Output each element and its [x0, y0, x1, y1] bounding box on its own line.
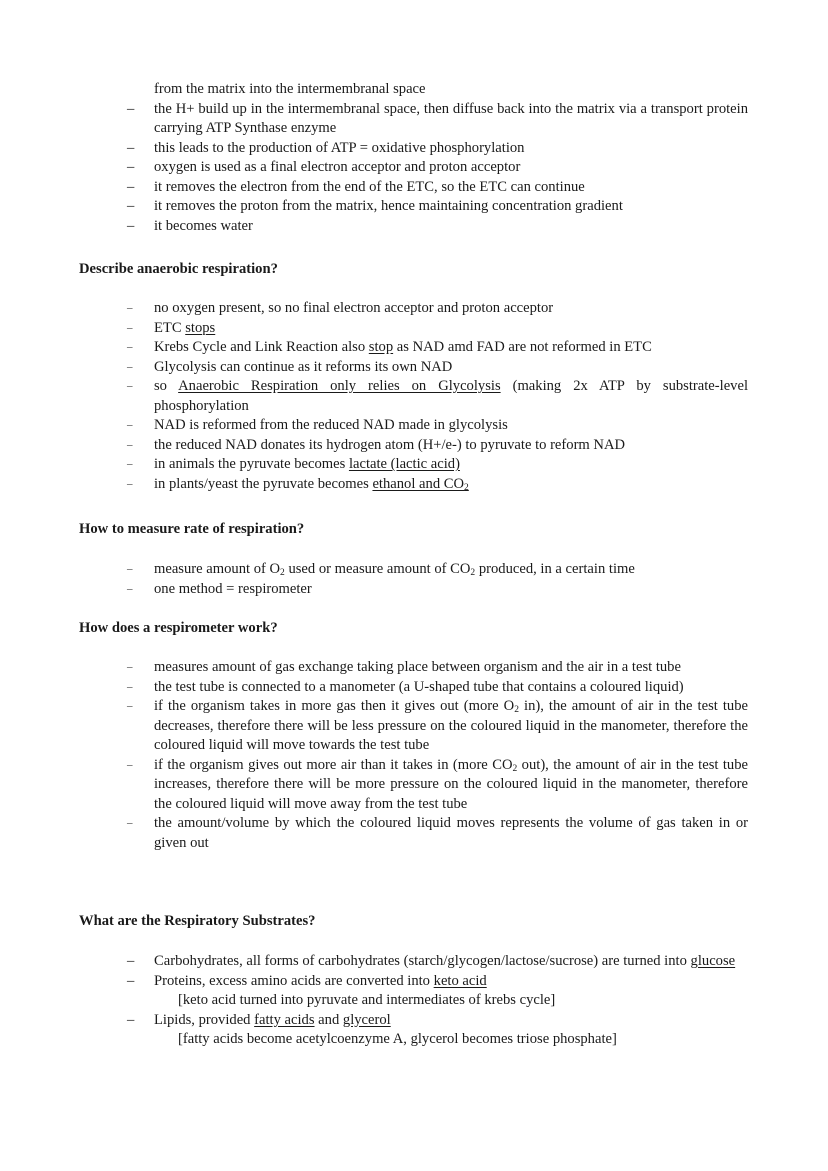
respirometer-heading: How does a respirometer work?	[79, 620, 278, 636]
underlined-term: glucose	[690, 953, 736, 969]
subscript: 2	[280, 568, 285, 578]
item-text: if the organism takes in more gas then it gives out (more O	[154, 698, 515, 714]
dash-bullet-icon	[127, 560, 139, 580]
dash-bullet-icon	[127, 377, 139, 397]
respirometer-list	[0, 658, 828, 853]
list-item	[0, 697, 748, 756]
item-text: this leads to the production of ATP = oxidative phosphorylation	[154, 139, 525, 156]
list-item	[0, 217, 748, 237]
anaerobic-list	[0, 299, 828, 494]
item-text: if the organism gives out more air than it takes in (more CO	[154, 756, 513, 773]
list-item	[0, 814, 748, 853]
list-item	[0, 658, 748, 678]
item-text: used or measure amount of CO	[284, 561, 471, 577]
dash-bullet-icon	[127, 756, 139, 776]
underlined-term: stops	[185, 319, 216, 336]
list-item	[0, 197, 748, 217]
dash-bullet-icon	[127, 197, 139, 217]
item-text: no oxygen present, so no final electron acceptor and proton acceptor	[154, 300, 554, 316]
list-item	[0, 158, 748, 178]
dash-bullet-icon	[127, 814, 139, 834]
list-item	[0, 377, 748, 416]
list-item	[0, 80, 748, 100]
dash-bullet-icon	[127, 178, 139, 198]
measure-list	[0, 560, 828, 599]
item-text: out), the amount of air in the test tube increases, therefore there will be more pressure on the coloured liquid in the manometer, therefore the coloured liquid will move away from the test tube	[154, 756, 748, 812]
subscript: 2	[512, 763, 518, 774]
subscript: 2	[464, 482, 469, 493]
dash-bullet-icon	[127, 158, 139, 178]
item-text: so	[154, 378, 179, 394]
item-text: Lipids, provided	[154, 1011, 255, 1028]
underlined-term: keto acid	[433, 972, 487, 989]
measure-heading: How to measure rate of respiration?	[79, 521, 305, 537]
list-item	[0, 972, 748, 992]
list-item	[0, 1011, 748, 1031]
dash-bullet-icon	[127, 338, 139, 358]
list-item	[0, 952, 748, 972]
item-text: Glycolysis can continue as it reforms its own NAD	[154, 358, 453, 375]
dash-bullet-icon	[127, 455, 139, 475]
subscript: 2	[470, 568, 476, 578]
list-item	[0, 436, 748, 456]
etc-notes-list	[0, 80, 828, 236]
dash-bullet-icon	[127, 1011, 139, 1031]
item-text: the amount/volume by which the coloured liquid moves represents the volume of gas taken in or given out	[154, 815, 748, 851]
dash-bullet-icon	[127, 299, 139, 319]
item-text: the H+ build up in the intermembranal space, then diffuse back into the matrix via a transport protein carrying ATP Synthase enzyme	[154, 100, 748, 136]
term-text: ethanol and CO	[372, 475, 465, 492]
underlined-term: lactate (lactic acid)	[348, 456, 460, 472]
dash-bullet-icon	[127, 358, 139, 378]
item-text: Krebs Cycle and Link Reaction also	[154, 339, 369, 355]
list-item	[0, 299, 748, 319]
subscript: 2	[514, 705, 519, 715]
dash-bullet-icon	[127, 678, 139, 698]
continuation-text: from the matrix into the intermembranal space	[154, 81, 426, 97]
dash-bullet-icon	[127, 972, 139, 992]
list-item	[0, 416, 748, 436]
dash-bullet-icon	[127, 319, 139, 339]
item-text: in), the amount of air in the test tube decreases, therefore there will be less pressure on the coloured liquid in the manometer, therefore the coloured liquid will move towards the test tube	[154, 698, 748, 753]
dash-bullet-icon	[127, 416, 139, 436]
dash-bullet-icon	[127, 658, 139, 678]
item-text: as NAD amd FAD are not reformed in ETC	[393, 339, 652, 355]
item-text: in animals the pyruvate becomes	[154, 456, 349, 472]
dash-bullet-icon	[127, 436, 139, 456]
dash-bullet-icon	[127, 697, 139, 717]
note-line: [fatty acids become acetylcoenzyme A, glycerol becomes triose phosphate]	[178, 1031, 617, 1047]
item-text: produced, in a certain time	[475, 561, 635, 577]
dash-bullet-icon	[127, 100, 139, 120]
item-text: it removes the proton from the matrix, hence maintaining concentration gradient	[154, 198, 623, 214]
item-text: oxygen is used as a final electron acceptor and proton acceptor	[154, 159, 521, 175]
underlined-term: fatty acids	[254, 1011, 315, 1028]
item-text: measure amount of O	[154, 561, 281, 577]
list-item	[0, 678, 748, 698]
item-text: one method = respirometer	[154, 580, 312, 597]
item-text: Proteins, excess amino acids are converted into	[154, 972, 434, 989]
item-text: ETC	[154, 319, 186, 336]
list-item	[0, 475, 748, 495]
item-text: it becomes water	[154, 217, 253, 234]
list-item	[0, 358, 748, 378]
item-text: the reduced NAD donates its hydrogen atom (H+/e-) to pyruvate to reform NAD	[154, 436, 626, 453]
note-line: [keto acid turned into pyruvate and intermediates of krebs cycle]	[178, 992, 556, 1008]
anaerobic-heading: Describe anaerobic respiration?	[79, 261, 278, 277]
list-item	[0, 100, 748, 139]
list-item	[0, 756, 748, 815]
underlined-term: stop	[368, 339, 394, 355]
item-text: the test tube is connected to a manometer (a U-shaped tube that contains a coloured liquid)	[154, 678, 684, 695]
item-text: and	[314, 1011, 343, 1028]
substrates-heading: What are the Respiratory Substrates?	[79, 913, 316, 929]
list-item	[0, 560, 748, 580]
dash-bullet-icon	[127, 580, 139, 600]
list-item	[0, 319, 748, 339]
list-item	[0, 580, 748, 600]
underlined-term: Anaerobic Respiration only relies on Glycolysis	[178, 378, 501, 394]
item-text: NAD is reformed from the reduced NAD made in glycolysis	[154, 417, 508, 433]
dash-bullet-icon	[127, 139, 139, 159]
dash-bullet-icon	[127, 952, 139, 972]
dash-bullet-icon	[127, 475, 139, 495]
list-item	[0, 139, 748, 159]
underlined-term	[372, 476, 468, 492]
list-item	[0, 455, 748, 475]
substrates-list	[0, 952, 828, 1050]
dash-bullet-icon	[127, 217, 139, 237]
item-text: (making 2x ATP by substrate-level phosphorylation	[154, 378, 748, 414]
item-text: in plants/yeast the pyruvate becomes	[154, 475, 373, 492]
item-text: it removes the electron from the end of the ETC, so the ETC can continue	[154, 178, 585, 195]
underlined-term: glycerol	[342, 1011, 391, 1028]
item-text: Carbohydrates, all forms of carbohydrates (starch/glycogen/lactose/sucrose) are turned into	[154, 953, 691, 969]
list-item	[0, 338, 748, 358]
list-item	[0, 178, 748, 198]
item-text: measures amount of gas exchange taking place between organism and the air in a test tube	[154, 659, 681, 675]
